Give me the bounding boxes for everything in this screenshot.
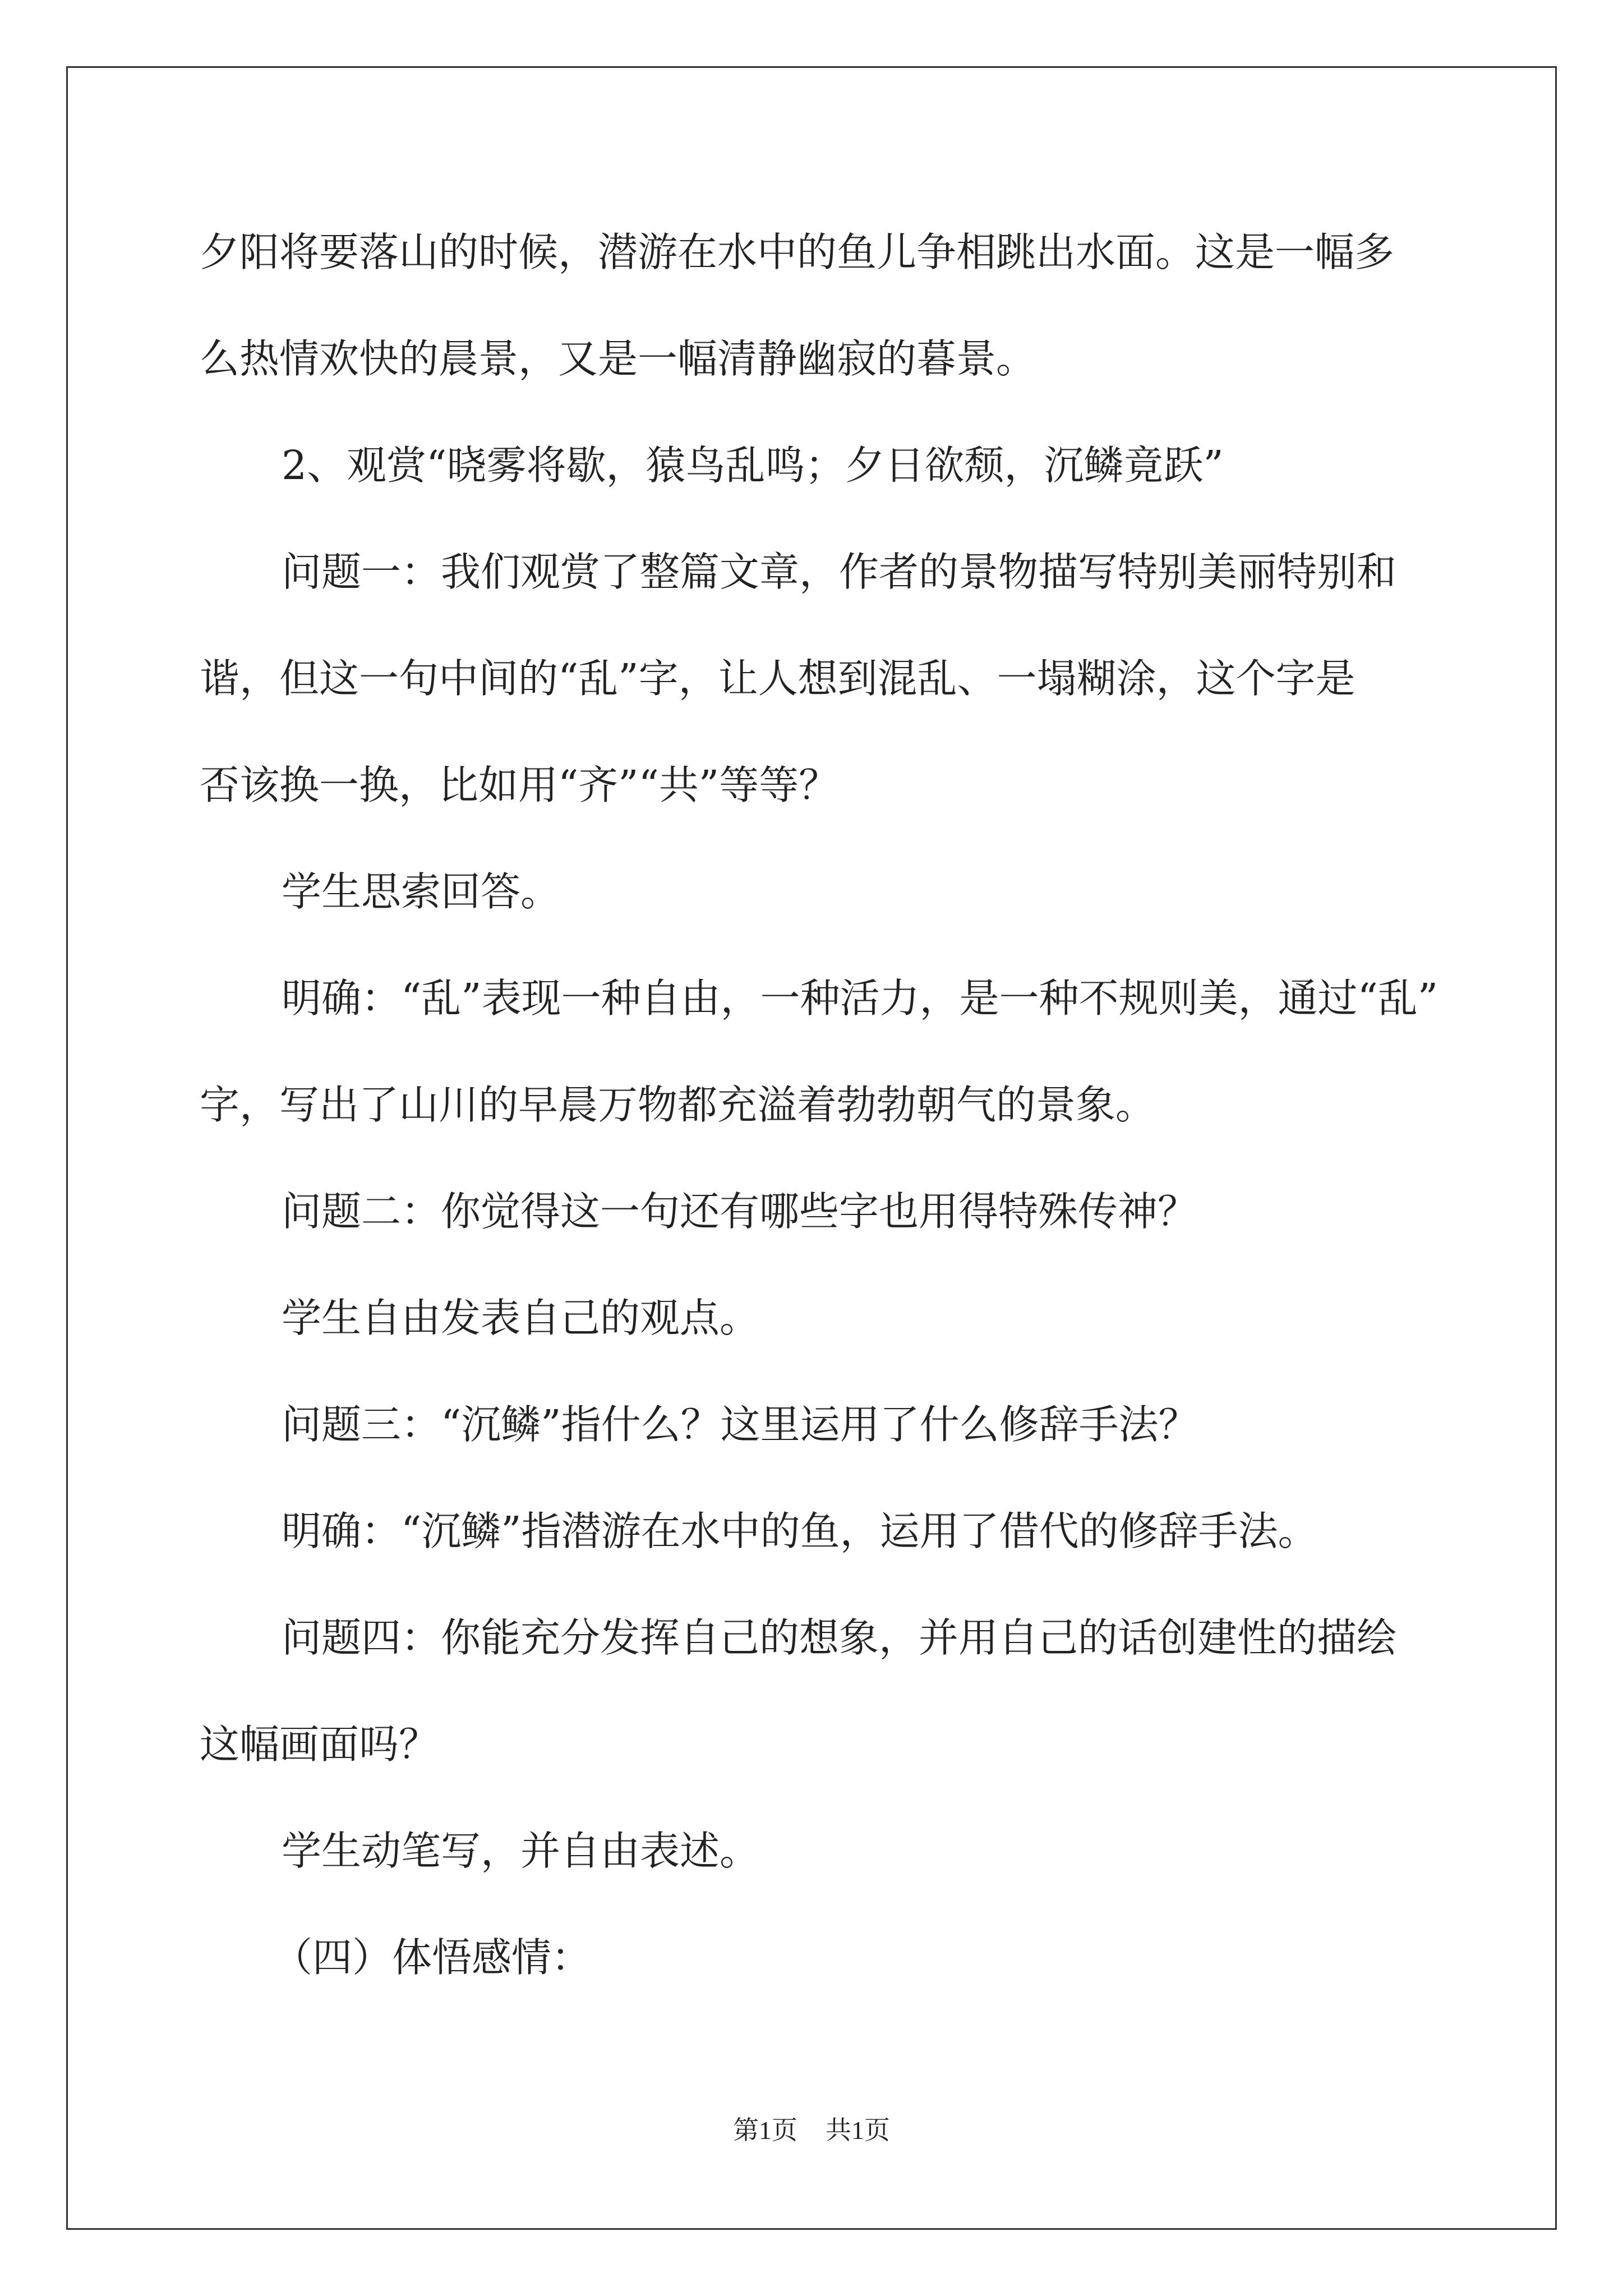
section-heading: （四）体悟感情： xyxy=(273,1934,592,1981)
page-number: 第1页 xyxy=(733,2116,797,2145)
page-total: 共1页 xyxy=(826,2116,890,2145)
text-line: 问题一：我们观赏了整篇文章，作者的景物描写特别美丽特别和 xyxy=(282,549,1397,595)
text-line: 明确：“乱”表现一种自由，一种活力，是一种不规则美，通过“乱” xyxy=(282,975,1438,1022)
text-line: 这幅画面吗？ xyxy=(200,1721,439,1768)
text-line: 问题四：你能充分发挥自己的想象，并用自己的话创建性的描绘 xyxy=(282,1614,1397,1661)
text-line: 问题二：你觉得这一句还有哪些字也用得特殊传神？ xyxy=(282,1188,1198,1235)
text-line: 谐，但这一句中间的“乱”字，让人想到混乱、一塌糊涂，这个字是 xyxy=(200,655,1355,702)
text-line: 否该换一换，比如用“齐”“共”等等？ xyxy=(200,762,839,808)
text-line: 么热情欢快的晨景，又是一幅清静幽寂的暮景。 xyxy=(200,335,1036,382)
text-line: 学生自由发表自己的观点。 xyxy=(282,1295,760,1341)
text-line: 夕阳将要落山的时候，潜游在水中的鱼儿争相跳出水面。这是一幅多 xyxy=(200,229,1395,275)
text-line: 学生动笔写，并自由表述。 xyxy=(282,1828,760,1874)
text-line: 2、观赏“晓雾将歇，猿鸟乱鸣；夕日欲颓，沉鳞竟跃” xyxy=(282,442,1224,489)
text-line: 问题三：“沉鳞”指什么？这里运用了什么修辞手法？ xyxy=(282,1401,1198,1448)
document-body xyxy=(200,213,1439,2025)
page-footer xyxy=(0,2114,1623,2147)
text-line: 明确：“沉鳞”指潜游在水中的鱼，运用了借代的修辞手法。 xyxy=(282,1508,1318,1554)
text-line: 字，写出了山川的早晨万物都充溢着勃勃朝气的景象。 xyxy=(200,1082,1156,1128)
text-line: 学生思索回答。 xyxy=(282,868,561,915)
